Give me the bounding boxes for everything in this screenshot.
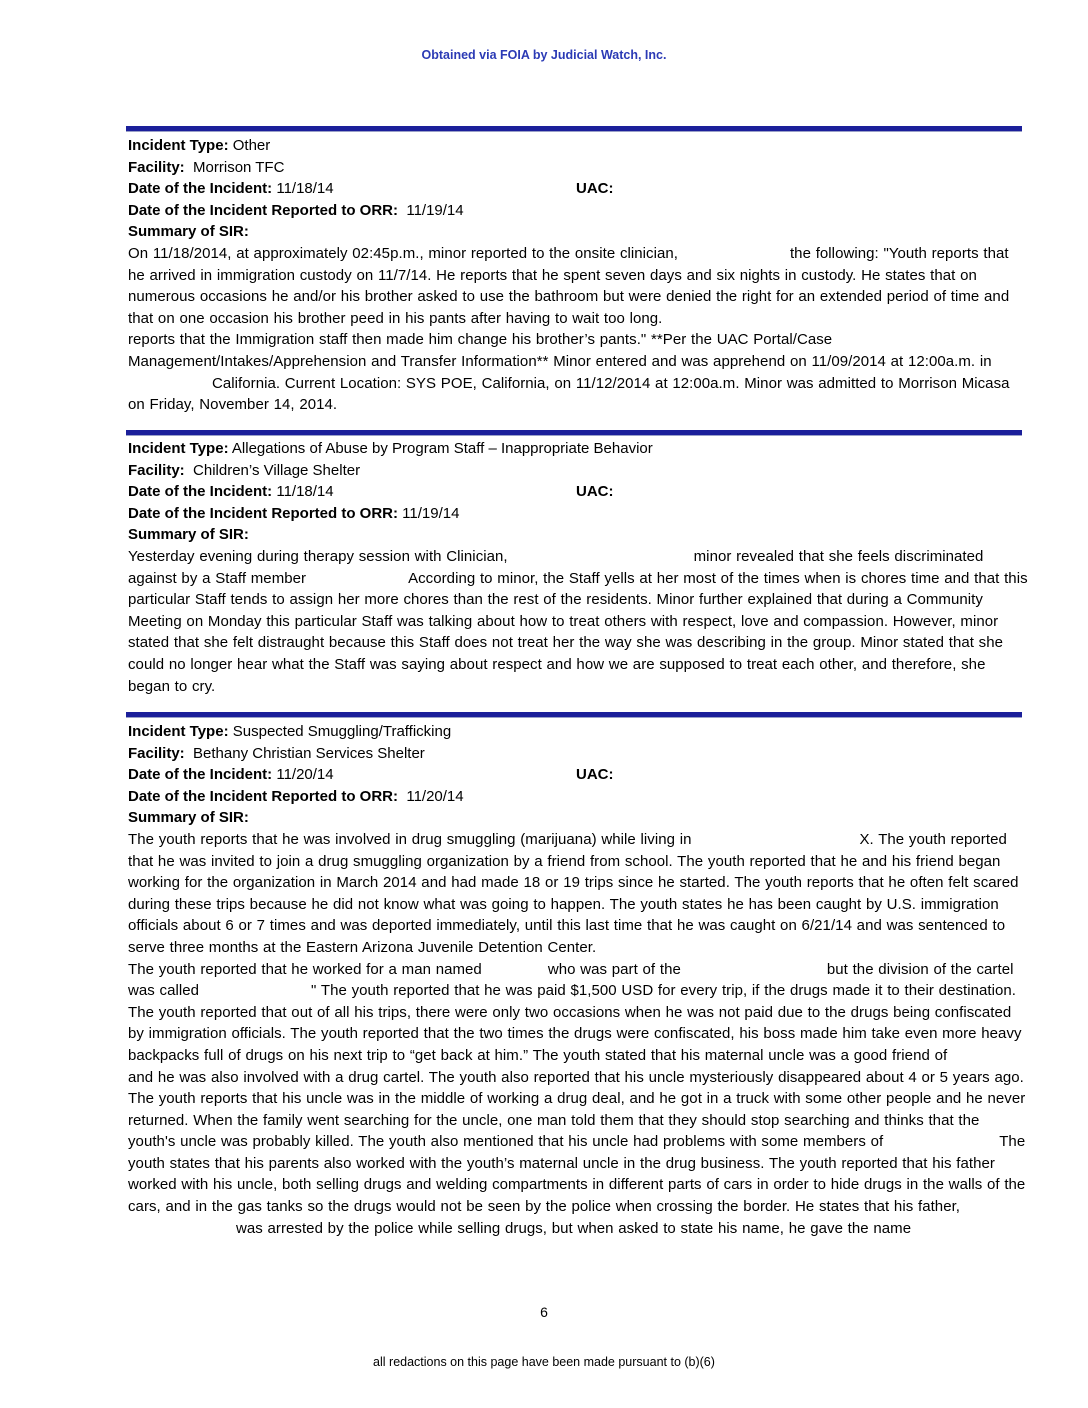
- summary-segment: " The youth reported that he was paid $1,500 USD for every trip, if the drugs made it to their destination. The youth reported that out of all his trips, there were only two occasions when he was not paid due to the drugs being confiscated by immigration officials. The youth reported that the two times the drugs were confiscated, his boss made him take even more heavy backpacks full of drugs on his next trip to “get back at him.” The youth stated that his maternal uncle was a good friend of: [128, 982, 1022, 1064]
- summary-segment: According to minor, the Staff yells at her most of the times when is chores time and that this particular Staff tends to assign her more chores than the rest of the residents. Minor further explained that during a Community Meeting on Monday this particular Staff was talking about how to treat others with respect, love and compassion. However, minor stated that she felt distraught because this Staff does not treat her the way she was describing in the group. Minor stated that she could no longer hear what the Staff was saying about respect and how we are supposed to treat each other, and therefore, she began to cry.: [128, 569, 1028, 695]
- facility-label: Facility:: [128, 158, 185, 176]
- summary-segment: and he was also involved with a drug cartel. The youth also reported that his uncle mysteriously disappeared about 4 or 5 years ago. The youth reports that his uncle was in the middle of working a drug deal, and he got in a truck with some other people and he never returned. When the family went searching for the uncle, one man told them that they should stop searching and thinks that the youth's uncle was probably killed. The youth also mentioned that his uncle had problems with some members of: [128, 1068, 1026, 1151]
- uac-label: UAC:: [576, 766, 614, 784]
- incident-type-value: Suspected Smuggling/Trafficking: [232, 723, 452, 740]
- section-divider: [126, 712, 1022, 718]
- redaction-note: all redactions on this page have been made pursuant to (b)(6): [373, 1355, 715, 1369]
- date-reported-value: 11/19/14: [406, 201, 464, 219]
- facility-value: Bethany Christian Services Shelter: [193, 744, 425, 762]
- summary-segment: who was part of the: [547, 960, 681, 978]
- summary-segment: the following: "Youth reports that he arrived in immigration custody on 11/7/14. He reports that he spent seven days and six nights in custody. He states that on numerous occasions he and/or his brother asked to use the bathroom but were denied the right for an extended period of time and that on one occasion his brother peed in his pants after having to wait too long.: [128, 244, 1010, 327]
- date-incident-label: Date of the Incident:: [128, 483, 273, 501]
- date-reported-label: Date of the Incident Reported to ORR:: [128, 201, 398, 219]
- date-incident-value: 11/18/14: [276, 483, 334, 501]
- summary-segment: On 11/18/2014, at approximately 02:45p.m., minor reported to the onsite clinician,: [128, 244, 678, 262]
- section-divider: [126, 126, 1022, 132]
- incident-record-2: Incident Type: Allegations of Abuse by Program Staff – Inappropriate Behavior Facility: Children’s Village Shelter Date of the Incident: 11/18/14 UAC: Date of the Incident Reported to ORR: 11/19/14 Summary of SIR: Yesterday evening during therapy session with Clinician, minor revealed that she feels discriminated against by a Staff member According to minor, the Staff yells at her most of the times when is chores time and that this particular Staff tends to assign her more chores than the rest of the residents. Minor further explained that during a Community Meeting on Monday this particular Staff was talking about how to treat others with respect, love and compassion. However, minor stated that she felt distraught because this Staff does not treat her the way she was describing in the group. Minor stated that she could no longer hear what the Staff was saying about respect and how we are supposed to treat each other, and therefore, she began to cry.: [128, 438, 1028, 697]
- summary-segment: was arrested by the police while selling drugs, but when asked to state his name, he gave the name: [236, 1219, 912, 1237]
- summary-segment: The youth reported that he worked for a man named: [128, 960, 482, 978]
- summary-segment: Yesterday evening during therapy session with Clinician,: [128, 547, 508, 565]
- incident-type-value: Other: [232, 137, 271, 154]
- incident-type-label: Incident Type: [128, 137, 224, 154]
- foia-notice: Obtained via FOIA by Judicial Watch, Inc.: [421, 48, 667, 62]
- incident-record-3: Incident Type: Suspected Smuggling/Trafficking Facility: Bethany Christian Services Shelter Date of the Incident: 11/20/14 UAC: Date of the Incident Reported to ORR: 11/20/14 Summary of SIR: The youth reports that he was involved in drug smuggling (marijuana) while living in X. The youth reported that he was invited to join a drug smuggling organization by a friend from school. The youth reported that he and his friend began working for the organization in March 2014 and had made 18 or 19 trips since he started. The youth reports that he often felt scared during these trips because he did not know what was going to happen. The youth states he has been caught by U.S. immigration officials about 6 or 7 times and was deported immediately, until this last time that he was caught on 6/21/14 and was sentenced to serve three months at the Eastern Arizona Juvenile Detention Center. The youth reported that he worked for a man named who was part of the but the division of the cartel was called " The youth reported that he was paid $1,500 USD for every trip, if the drugs made it to their destination. The youth reported that out of all his trips, there were only two occasions when he was not paid due to the drugs being confiscated by immigration officials. The youth reported that the two times the drugs were confiscated, his boss made him take even more heavy backpacks full of drugs on his next trip to “get back at him.” The youth stated that his maternal uncle was a good friend ofand he was also involved with a drug cartel. The youth also reported that his uncle mysteriously disappeared about 4 or 5 years ago. The youth reports that his uncle was in the middle of working a drug deal, and he got in a truck with some other people and he never returned. When the family went searching for the uncle, one man told them that they should stop searching and thinks that the youth's uncle was probably killed. The youth also mentioned that his uncle had problems with some members of The youth states that his parents also worked with the youth’s maternal uncle in the drug business. The youth reported that his father worked with his uncle, both selling drugs and welding compartments in different parts of cars in order to hide drugs in the walls of the cars, and in the gas tanks so the drugs would not be seen by the police when crossing the border. He states that his father, was arrested by the police while selling drugs, but when asked to state his name, he gave the name: [128, 721, 1028, 1239]
- facility-label: Facility:: [128, 461, 185, 479]
- summary-text: [128, 243, 1028, 416]
- facility-value: Children’s Village Shelter: [193, 461, 361, 479]
- facility-value: Morrison TFC: [193, 158, 285, 176]
- date-reported-value: 11/19/14: [402, 504, 460, 522]
- incident-type-label: Incident Type: [128, 440, 224, 457]
- date-reported-label: Date of the Incident Reported to ORR:: [128, 504, 398, 522]
- date-incident-value: 11/18/14: [276, 180, 334, 198]
- uac-label: UAC:: [576, 483, 614, 501]
- summary-segment: but the division of the cartel was called: [128, 960, 1014, 1000]
- summary-segment: reports that the Immigration staff then made him change his brother’s pants." **Per the UAC Portal/Case Management/Intakes/Apprehension and Transfer Information** Minor entered and was apprehend on 11/09/2014 at 12:00a.m. in: [128, 331, 992, 370]
- incident-type-value: Allegations of Abuse by Program Staff – Inappropriate Behavior: [231, 440, 653, 457]
- date-incident-label: Date of the Incident:: [128, 766, 273, 784]
- date-reported-label: Date of the Incident Reported to ORR:: [128, 787, 398, 805]
- summary-text: [128, 546, 1028, 697]
- date-reported-value: 11/20/14: [406, 787, 464, 805]
- summary-segment: minor revealed that she feels discriminated against by a Staff member: [128, 547, 984, 587]
- date-incident-label: Date of the Incident:: [128, 180, 273, 198]
- summary-label: Summary of SIR:: [128, 526, 249, 544]
- page-number: 6: [540, 1304, 548, 1320]
- summary-label: Summary of SIR:: [128, 223, 249, 241]
- summary-label: Summary of SIR:: [128, 809, 249, 827]
- section-divider: [126, 430, 1022, 436]
- summary-text: [128, 829, 1028, 1239]
- incident-type-label: Incident Type: [128, 723, 224, 740]
- summary-segment: X. The youth reported that he was invited to join a drug smuggling organization by a friend from school. The youth reported that he and his friend began working for the organization in March 2014 and had made 18 or 19 trips since he started. The youth reports that he often felt scared during these trips because he did not know what was going to happen. The youth states he has been caught by U.S. immigration officials about 6 or 7 times and was deported immediately, until this last time that he was caught on 6/21/14 and was sentenced to serve three months at the Eastern Arizona Juvenile Detention Center.: [128, 830, 1019, 956]
- uac-label: UAC:: [576, 180, 614, 198]
- incident-record-1: Incident Type: Other Facility: Morrison TFC Date of the Incident: 11/18/14 UAC: Date of the Incident Reported to ORR: 11/19/14 Summary of SIR: On 11/18/2014, at approximately 02:45p.m., minor reported to the onsite clinician, the following: "Youth reports that he arrived in immigration custody on 11/7/14. He reports that he spent seven days and six nights in custody. He states that on numerous occasions he and/or his brother asked to use the bathroom but were denied the right for an extended period of time and that on one occasion his brother peed in his pants after having to wait too long. reports that the Immigration staff then made him change his brother’s pants." **Per the UAC Portal/Case Management/Intakes/Apprehension and Transfer Information** Minor entered and was apprehend on 11/09/2014 at 12:00a.m. inCalifornia. Current Location: SYS POE, California, on 11/12/2014 at 12:00a.m. Minor was admitted to Morrison Micasa on Friday, November 14, 2014.: [128, 135, 1028, 416]
- facility-label: Facility:: [128, 744, 185, 762]
- date-incident-value: 11/20/14: [276, 766, 334, 784]
- summary-segment: The youth states that his parents also worked with the youth’s maternal uncle in the drug business. The youth reported that his father worked with his uncle, both selling drugs and welding compartments in different parts of cars in order to hide drugs in the walls of the cars, and in the gas tanks so the drugs would not be seen by the police when crossing the border. He states that his father,: [128, 1133, 1026, 1216]
- summary-segment: California. Current Location: SYS POE, California, on 11/12/2014 at 12:00a.m. Minor was admitted to Morrison Micasa on Friday, November 14, 2014.: [128, 374, 1010, 414]
- summary-segment: The youth reports that he was involved in drug smuggling (marijuana) while living in: [128, 830, 692, 848]
